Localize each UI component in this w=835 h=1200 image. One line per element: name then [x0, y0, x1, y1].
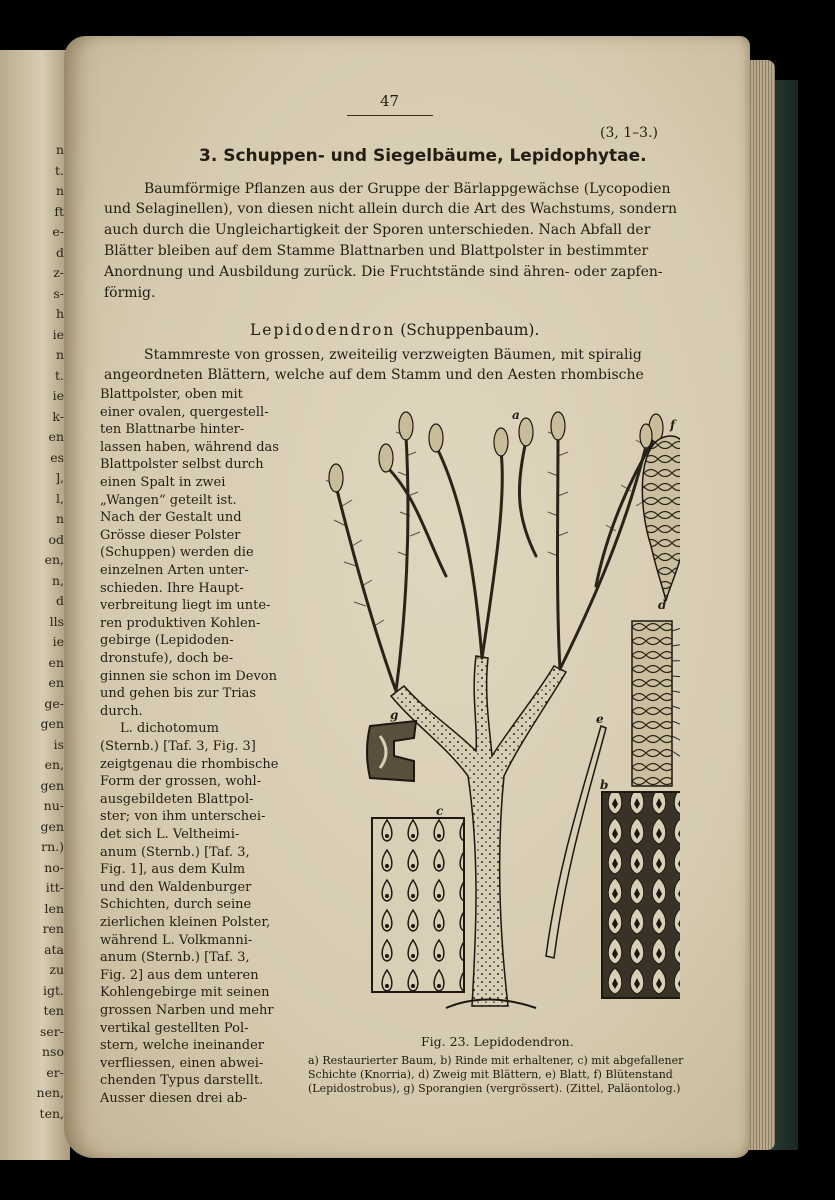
column-line: det sich L. Veltheimi-: [100, 827, 240, 842]
caption-line: Schichte (Knorria), d) Zweig mit Blättern, e) Blatt, f) Blütenstand: [308, 1068, 673, 1081]
left-page-fragment: ie: [52, 634, 64, 649]
column-line: Ausser diesen drei ab-: [100, 1091, 248, 1106]
column-line: Form der grossen, wohl-: [100, 774, 262, 790]
text-line: Baumförmige Pflanzen aus der Gruppe der Bärlappgewächse (Lycopodien: [144, 181, 671, 197]
left-page-fragment: t.: [55, 367, 64, 383]
left-page-fragment: d: [55, 244, 64, 260]
column-line: vertikal gestellten Pol-: [100, 1020, 249, 1036]
left-page-fragment: ata: [44, 941, 64, 957]
left-page-fragment: itt-: [45, 880, 64, 895]
column-line: Schichten, durch seine: [100, 897, 252, 913]
column-line: (Schuppen) werden die: [100, 545, 254, 561]
left-page-fragment: en,: [44, 552, 64, 567]
left-page-fragment: gen: [40, 818, 64, 834]
column-line: L. dichotomum: [120, 721, 219, 737]
sub-heading: [250, 321, 539, 339]
column-line: ster; von ihm unterschei-: [100, 809, 266, 825]
left-page-fragment: d: [55, 593, 64, 608]
left-page-fragment: no-: [44, 859, 64, 875]
column-line: Blattpolster selbst durch: [100, 457, 264, 473]
text-line: Stammreste von grossen, zweiteilig verzweigten Bäumen, mit spiralig: [144, 347, 642, 363]
column-line: schieden. Ihre Haupt-: [100, 580, 244, 596]
figure-label-d: d: [658, 598, 667, 612]
genus-name: Lepidodendron: [250, 321, 396, 339]
left-page-fragment: s-: [53, 285, 64, 301]
column-line: lassen haben, während das: [100, 439, 279, 455]
left-page-fragment: nso: [42, 1044, 64, 1059]
column-line: und den Waldenburger: [100, 879, 252, 895]
figure-label-f: f: [670, 418, 676, 432]
left-page-fragment: n,: [51, 572, 64, 588]
left-page-fragment: e-: [52, 224, 64, 239]
common-name: (Schuppenbaum).: [395, 321, 540, 339]
column-line: (Sternb.) [Taf. 3, Fig. 3]: [100, 739, 256, 754]
left-page-fragment: n: [55, 142, 64, 157]
column-line: einen Spalt in zwei: [100, 475, 226, 490]
left-page-fragment: ie: [52, 388, 64, 403]
column-line: anum (Sternb.) [Taf. 3,: [100, 950, 250, 966]
column-line: stern, welche ineinander: [100, 1038, 265, 1054]
leafy-branch-d: [632, 611, 680, 786]
leaf-e: [546, 726, 609, 958]
figure-23: [296, 396, 680, 1032]
figure-label-e: e: [596, 712, 604, 726]
left-page-fragment: ten,: [39, 1105, 64, 1121]
bark-knorria-c: [372, 818, 464, 992]
figure-label-a: a: [512, 408, 520, 422]
right-page: [64, 36, 750, 1158]
left-page-fragment: gen: [40, 777, 64, 793]
left-page-fragment: ft: [54, 203, 64, 219]
column-line: zierlichen kleinen Polster,: [100, 915, 271, 930]
left-page-fragment: en: [48, 429, 64, 444]
left-page-fragment: ge-: [44, 695, 64, 711]
text-line: angeordneten Blättern, welche auf dem Stamm und den Aesten rhombische: [104, 367, 644, 383]
caption-line: (Lepidostrobus), g) Sporangien (vergrössert). (Zittel, Paläontolog.): [308, 1082, 681, 1095]
column-line: gebirge (Lepidoden-: [100, 633, 234, 649]
left-page-fragment: nu-: [43, 798, 64, 813]
left-page-fragment: es: [50, 449, 64, 465]
left-page-fragment: igt.: [43, 982, 64, 998]
left-page-fragment: gen: [40, 716, 64, 731]
column-line: grossen Narben und mehr: [100, 1003, 274, 1018]
column-line: dronstufe), doch be-: [100, 651, 234, 666]
text-line: und Selaginellen), von diesen nicht allein durch die Art des Wachstums, sondern: [104, 201, 677, 217]
section-reference: (3, 1–3.): [600, 125, 658, 141]
column-line: chenden Typus darstellt.: [100, 1073, 264, 1089]
column-line: und gehen bis zur Trias: [100, 686, 257, 702]
column-line: verbreitung liegt im unte-: [100, 598, 271, 614]
strobilus-f: [642, 436, 680, 601]
left-page-fragment: k-: [52, 408, 64, 424]
left-page-fragment: ten: [43, 1003, 64, 1018]
column-line: einer ovalen, quergestell-: [100, 404, 269, 420]
column-line: Fig. 2] aus dem unteren: [100, 967, 259, 983]
left-page-fragment: ren: [42, 921, 64, 936]
column-line: ren produktiven Kohlen-: [100, 615, 261, 631]
left-page-fragment: len: [44, 900, 64, 916]
column-line: zeigtgenau die rhombische: [100, 756, 279, 772]
left-page-fragment: lls: [49, 613, 64, 629]
section-title: 3. Schuppen- und Siegelbäume, Lepidophytae.: [199, 146, 647, 166]
left-page-fragment: h: [55, 306, 64, 321]
column-line: Kohlengebirge mit seinen: [100, 985, 270, 1001]
column-line: „Wangen“ geteilt ist.: [100, 492, 237, 508]
left-page-fragment: n: [55, 511, 64, 526]
left-page-fragment: en,: [44, 757, 64, 772]
left-page-fragment: rn.): [41, 839, 64, 854]
column-line: ginnen sie schon im Devon: [100, 668, 278, 684]
caption-line: a) Restaurierter Baum, b) Rinde mit erhaltener, c) mit abgefallener: [308, 1054, 684, 1067]
left-page-fragment: en: [48, 654, 64, 670]
figure-label-g: g: [390, 708, 399, 722]
left-page: [0, 50, 70, 1160]
column-line: Blattpolster, oben mit: [100, 387, 243, 402]
lepidodendron-illustration: [296, 396, 680, 1032]
page-number-rule: [347, 115, 433, 116]
left-page-fragment: er-: [46, 1064, 64, 1080]
column-line: ten Blattnarbe hinter-: [100, 422, 245, 438]
column-line: Fig. 1], aus dem Kulm: [100, 862, 246, 878]
bark-b: [602, 792, 680, 998]
column-line: einzelnen Arten unter-: [100, 563, 249, 578]
text-line: auch durch die Ungleichartigkeit der Sporen unterschieden. Nach Abfall der: [104, 222, 651, 238]
left-page-fragment: n: [55, 183, 64, 198]
column-line: während L. Volkmanni-: [100, 932, 253, 948]
column-line: verfliessen, einen abwei-: [100, 1055, 264, 1071]
sporangium-g: [367, 721, 416, 781]
text-line: Blätter bleiben auf dem Stamme Blattnarben und Blattpolster in bestimmter: [104, 243, 649, 259]
left-page-fragment: l,: [56, 490, 64, 506]
text-line: förmig.: [104, 285, 156, 301]
column-line: Grösse dieser Polster: [100, 527, 241, 543]
left-page-fragment: zu: [49, 962, 64, 977]
left-page-fragment: en: [48, 675, 64, 690]
page-number: 47: [380, 92, 400, 110]
text-line: Anordnung und Ausbildung zurück. Die Fruchtstände sind ähren- oder zapfen-: [104, 264, 663, 280]
left-page-fragment: ie: [52, 326, 64, 342]
left-page-fragment: nen,: [36, 1085, 64, 1100]
figure-caption-title: Fig. 23. Lepidodendron.: [421, 1034, 574, 1049]
left-page-fragment: od: [48, 531, 64, 547]
column-line: durch.: [100, 703, 143, 719]
left-page-fragment: t.: [55, 162, 64, 178]
left-page-fragment: n: [55, 347, 64, 362]
column-line: Nach der Gestalt und: [100, 510, 242, 526]
left-page-fragment: ],: [55, 470, 64, 485]
left-page-fragment: z-: [53, 265, 64, 280]
left-page-fragment: is: [53, 736, 64, 752]
figure-label-b: b: [600, 778, 609, 792]
column-line: anum (Sternb.) [Taf. 3,: [100, 844, 250, 860]
column-line: ausgebildeten Blattpol-: [100, 791, 254, 807]
left-page-fragment: ser-: [39, 1023, 64, 1039]
figure-label-c: c: [436, 804, 444, 818]
